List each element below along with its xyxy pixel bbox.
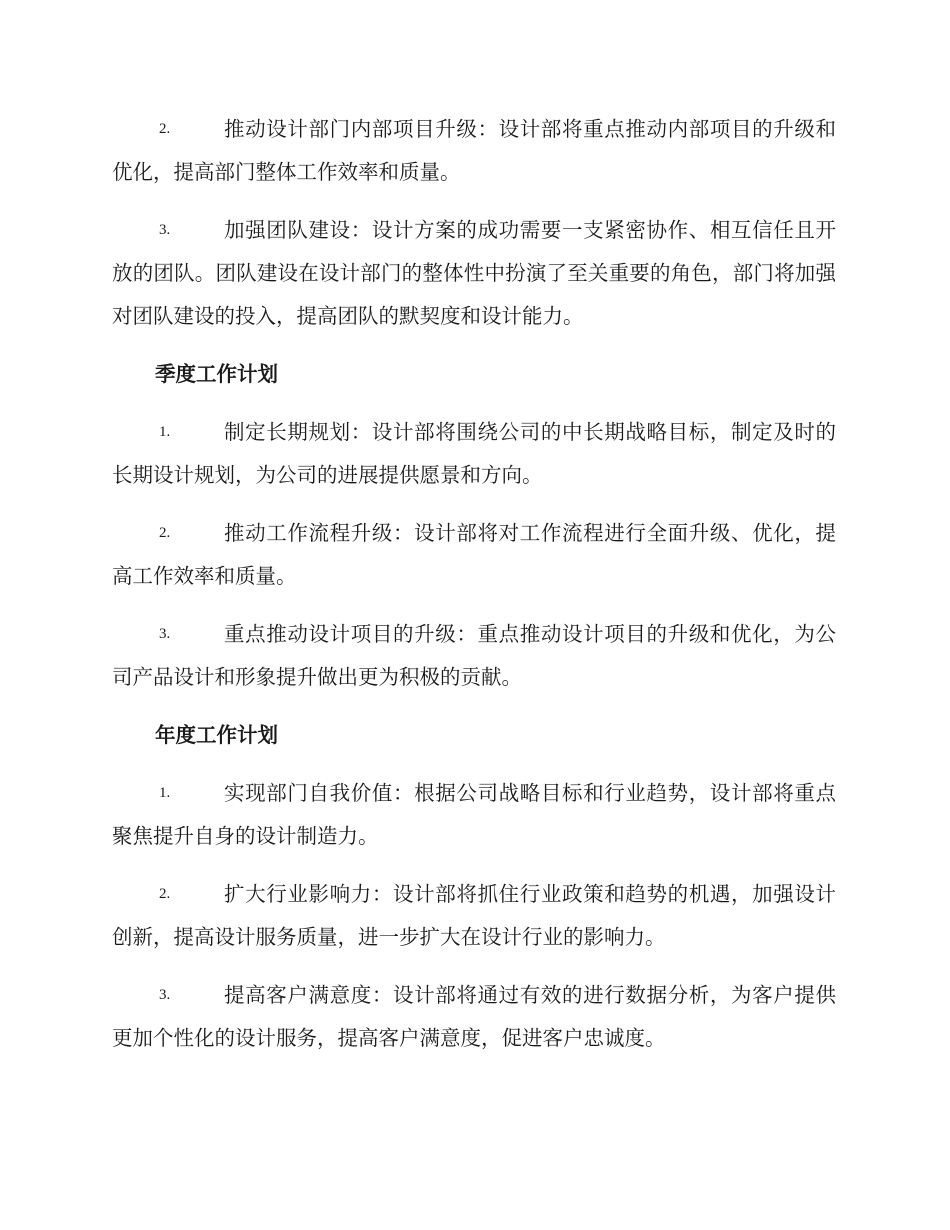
list-item-number: 2. [159,886,171,902]
list-item [112,613,836,699]
list-item-text: 扩大行业影响力：设计部将抓住行业政策和趋势的机遇，加强设计创新，提高设计服务质量，进一步扩大在设计行业的影响力。 [112,882,836,949]
section-heading-annual: 年度工作计划 [155,723,278,747]
list-item-number: 3. [159,222,171,238]
list-item [112,209,836,338]
list-item-text: 推动工作流程升级：设计部将对工作流程进行全面升级、优化，提高工作效率和质量。 [112,521,836,588]
list-item [112,411,836,497]
list-item [112,108,836,194]
list-item-text: 提高客户满意度：设计部将通过有效的进行数据分析，为客户提供更加个性化的设计服务，提高客户满意度，促进客户忠诚度。 [112,983,836,1050]
list-item-text: 实现部门自我价值：根据公司战略目标和行业趋势，设计部将重点聚焦提升自身的设计制造力。 [112,781,836,848]
list-item-text: 加强团队建设：设计方案的成功需要一支紧密协作、相互信任且开放的团队。团队建设在设计部门的整体性中扮演了至关重要的角色，部门将加强对团队建设的投入，提高团队的默契度和设计能力。 [112,218,836,328]
list-item-text: 制定长期规划：设计部将围绕公司的中长期战略目标，制定及时的长期设计规划，为公司的进展提供愿景和方向。 [112,420,836,487]
list-item [112,873,836,959]
list-item-number: 2. [159,121,171,137]
list-item-number: 3. [159,987,171,1003]
list-item [112,512,836,598]
section-heading-quarterly: 季度工作计划 [155,362,278,386]
document-page [112,108,836,1075]
list-item-number: 3. [159,626,171,642]
list-item-text: 推动设计部门内部项目升级：设计部将重点推动内部项目的升级和优化，提高部门整体工作效率和质量。 [112,117,836,184]
list-item [112,974,836,1060]
list-item-number: 1. [159,424,171,440]
list-item [112,772,836,858]
list-item-number: 2. [159,525,171,541]
list-item-number: 1. [159,785,171,801]
list-item-text: 重点推动设计项目的升级：重点推动设计项目的升级和优化，为公司产品设计和形象提升做出更为积极的贡献。 [112,622,836,689]
